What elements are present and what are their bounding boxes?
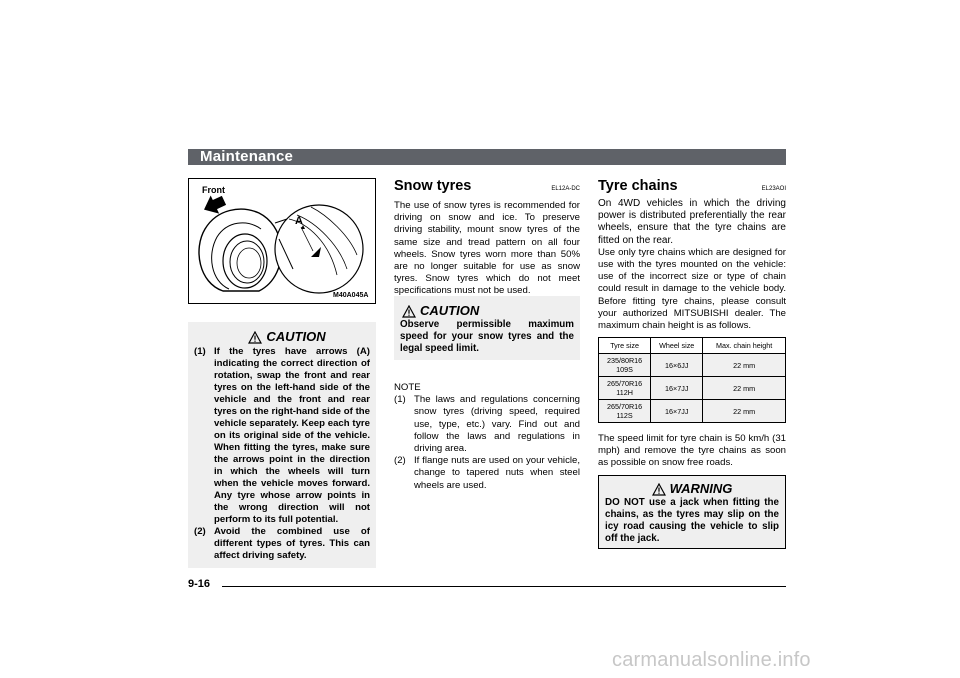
caution-title: CAUTION [266, 329, 326, 344]
table-cell: 16×6JJ [651, 354, 703, 377]
tyre-chains-title: Tyre chains [598, 178, 678, 194]
note-label: NOTE [394, 382, 421, 393]
table-header-row [599, 338, 786, 354]
figure-label-front: Front [202, 185, 225, 195]
table-cell: 22 mm [703, 354, 786, 377]
caution-item-text: If the tyres have arrows (A) indicating the correct direction of rotation, swap the front and rear tyres on the left-hand side of the vehicle and the front and rear tyres on the right-hand side of the vehicle separately. Keep each tyre on its original side of the vehicle. When fitting the tyres, make sure the arrows point in the direction in which the wheels will turn when the vehicle moves forward. Any tyre whose arrow points in the wrong direction will not perform to its full potential. [214, 346, 370, 525]
figure-code: M40A045A [333, 292, 369, 299]
table-cell: 22 mm [703, 377, 786, 400]
note-item-number: (1) [394, 394, 406, 406]
caution-item-text: Avoid the combined use of different types of tyres. This can affect driving safety. [214, 526, 370, 561]
warning-triangle-icon [402, 305, 416, 318]
table-cell: 16×7JJ [651, 400, 703, 423]
table-header-cell: Wheel size [651, 338, 703, 354]
warning-title: WARNING [669, 481, 733, 496]
table-header-cell: Max. chain height [703, 338, 786, 354]
warning-box-jack [598, 475, 786, 549]
snow-tyres-code: EL12A-DC [551, 186, 580, 192]
chain-speed-limit-paragraph: The speed limit for tyre chain is 50 km/h (31 mph) and remove the tyre chains as soon as possible on snow free roads. [598, 433, 786, 469]
warning-triangle-icon [248, 331, 262, 344]
snow-tyres-notes [394, 382, 580, 492]
table-row [599, 354, 786, 377]
caution-heading [194, 330, 370, 344]
table-row [599, 377, 786, 400]
snow-tyres-paragraph: The use of snow tyres is recommended for driving on snow and ice. To preserve driving stability, mount snow tyres of the same size and tread pattern on all four wheels. Snow tyres worn more than 50% are no longer suitable for use as snow tyres. Snow tyres which do not meet specifications must not be used. [394, 200, 580, 297]
table-cell: 265/70R16 112S [599, 400, 651, 423]
page-number: 9-16 [188, 578, 211, 590]
tyre-figure [188, 178, 376, 304]
note-item [394, 394, 580, 455]
tyre-rotation-illustration [189, 179, 377, 305]
warning-text: DO NOT use a jack when fitting the chains, as the tyres may slip on the icy road causing the vehicle to slip off the jack. [605, 497, 779, 544]
warning-triangle-icon [652, 483, 666, 496]
tyre-chains-code: EL23AOI [761, 186, 786, 192]
note-item-text: The laws and regulations concerning snow tyres (driving speed, required use, type, etc.) vary. Find out and follow the laws and regulations in driving area. [414, 394, 580, 455]
caution-box-snow-tyres [394, 296, 580, 360]
caution-item-number: (1) [194, 346, 206, 357]
tyre-chains-paragraph-1: On 4WD vehicles in which the driving power is distributed preferentially the rear wheels, ensure that the tyre chains are fitted on the rear. [598, 198, 786, 246]
table-cell: 235/80R16 109S [599, 354, 651, 377]
chain-height-table [598, 337, 786, 423]
note-item [394, 455, 580, 492]
table-header-cell: Tyre size [599, 338, 651, 354]
note-item-text: If flange nuts are used on your vehicle, change to tapered nuts when steel wheels are used. [414, 455, 580, 491]
caution-text: Observe permissible maximum speed for your snow tyres and the legal speed limit. [400, 319, 574, 354]
caution-list-item [194, 346, 370, 526]
tyre-chains-heading [598, 178, 786, 194]
snow-tyres-title: Snow tyres [394, 178, 472, 194]
table-cell: 16×7JJ [651, 377, 703, 400]
caution-title: CAUTION [420, 303, 480, 318]
warning-heading [605, 482, 779, 496]
tyre-chains-paragraph-2: Use only tyre chains which are designed for use with the tyres mounted on the vehicle: use of the incorrect size or type of chain could result in damage to the vehicle body. Before fitting tyre chains, please consult your authorized MITSUBISHI dealer. The maximum chain height is as follows. [598, 246, 786, 332]
table-cell: 265/70R16 112H [599, 377, 651, 400]
caution-list-item [194, 526, 370, 562]
caution-heading [400, 304, 574, 318]
caution-item-number: (2) [194, 526, 206, 537]
note-item-number: (2) [394, 455, 406, 467]
watermark: carmanualsonline.info [612, 649, 811, 671]
tyre-chains-section [598, 178, 786, 332]
caution-list [194, 346, 370, 562]
snow-tyres-heading [394, 178, 580, 194]
section-title: Maintenance [200, 148, 294, 165]
footer-rule [222, 586, 786, 587]
snow-tyres-section [394, 178, 580, 298]
table-row [599, 400, 786, 423]
figure-label-a: A [295, 215, 303, 227]
caution-box-tyre-rotation [188, 322, 376, 568]
table-cell: 22 mm [703, 400, 786, 423]
